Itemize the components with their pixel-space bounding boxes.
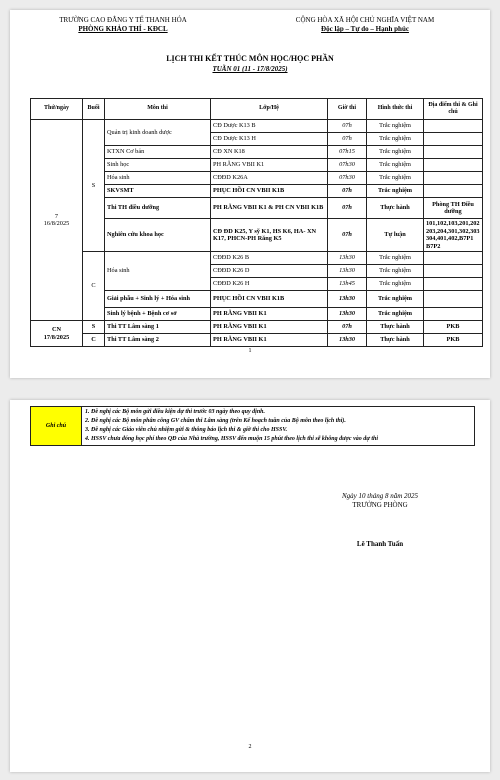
column-header: Hình thức thi [367, 99, 424, 120]
page-number: 2 [248, 744, 252, 750]
place-cell [424, 278, 483, 291]
document-page-2 [10, 400, 490, 772]
class-cell: CĐĐD K26 B [211, 252, 328, 265]
place-cell [424, 252, 483, 265]
subject-cell: Sinh lý bệnh + Bệnh cơ sở [105, 308, 211, 321]
subject-cell: Hóa sinh [105, 172, 211, 185]
table-row [31, 334, 483, 347]
time-cell: 07h30 [328, 159, 367, 172]
form-cell: Trắc nghiệm [367, 252, 424, 265]
subject-cell: Nghiên cứu khoa học [105, 219, 211, 252]
place-cell [424, 291, 483, 308]
class-cell: CĐĐD K26 D [211, 265, 328, 278]
place-cell [424, 265, 483, 278]
subject-cell: Thi TH điều dưỡng [105, 198, 211, 219]
signer-name: Lê Thanh Tuấn [356, 540, 404, 548]
time-cell: 07h30 [328, 172, 367, 185]
subject-cell: Hóa sinh [105, 252, 211, 291]
time-cell: 07h [328, 133, 367, 146]
place-cell: Phòng TH Điều dưỡng [424, 198, 483, 219]
subject-cell: SKVSMT [105, 185, 211, 198]
school-name: TRƯỜNG CAO ĐẲNG Y TẾ THANH HÓA [59, 16, 187, 24]
table-header-row [31, 99, 483, 120]
column-header: Giờ thi [328, 99, 367, 120]
session-cell: C [83, 334, 105, 347]
place-cell [424, 133, 483, 146]
class-cell: CĐ Dược K13 B [211, 120, 328, 133]
form-cell: Trắc nghiệm [367, 278, 424, 291]
column-header: Thứ/ngày [31, 99, 83, 120]
time-cell: 07h15 [328, 146, 367, 159]
place-cell [424, 159, 483, 172]
notes-table [30, 406, 475, 446]
class-cell: PH RĂNG VBII K1 [211, 334, 328, 347]
class-cell: PH RĂNG VBII K1 [211, 159, 328, 172]
document-title: LỊCH THI KẾT THÚC MÔN HỌC/HỌC PHẦN [166, 54, 334, 63]
motto: Độc lập – Tự do – Hạnh phúc [321, 25, 409, 33]
document-subtitle: TUẦN 01 (11 - 17/8/2025) [212, 65, 288, 73]
form-cell: Trắc nghiệm [367, 146, 424, 159]
day-cell [31, 321, 83, 347]
time-cell: 13h30 [328, 334, 367, 347]
subject-cell: Giải phẫu + Sinh lý + Hóa sinh [105, 291, 211, 308]
day-date: 17/8/2025 [43, 333, 70, 341]
class-cell: PH RĂNG VBII K1 & PH CN VBII K1B [211, 198, 328, 219]
time-cell: 07h [328, 120, 367, 133]
class-cell: CĐĐD K26A [211, 172, 328, 185]
note-item: 4. HSSV chưa đóng học phí theo QĐ của Nhà trường, HSSV đến muộn 15 phút theo lịch thi sẽ không được vào dự thi [85, 436, 378, 442]
table-row [31, 252, 483, 265]
day-label: CN [51, 326, 62, 333]
class-cell: PH RĂNG VBII K1 [211, 321, 328, 334]
form-cell: Trắc nghiệm [367, 133, 424, 146]
day-cell [31, 120, 83, 321]
time-cell: 07h [328, 219, 367, 252]
time-cell: 13h30 [328, 265, 367, 278]
place-cell [424, 120, 483, 133]
form-cell: Trắc nghiệm [367, 308, 424, 321]
notes-list [82, 407, 475, 446]
form-cell: Thực hành [367, 198, 424, 219]
time-cell: 13h30 [328, 291, 367, 308]
national-motto-header [250, 16, 480, 34]
form-cell: Tự luận [367, 219, 424, 252]
form-cell: Thực hành [367, 321, 424, 334]
day-label: 7 [54, 212, 59, 220]
time-cell: 07h [328, 185, 367, 198]
signature-role: TRƯỞNG PHÒNG [352, 501, 408, 509]
form-cell: Thực hành [367, 334, 424, 347]
place-cell [424, 172, 483, 185]
class-cell: CĐĐD K26 H [211, 278, 328, 291]
exam-schedule-table [30, 98, 483, 347]
class-cell: CĐ ĐD K25, Y sỹ K1, HS K6, HA- XN K17, PHCN-PH Răng K5 [211, 219, 328, 252]
page-number: 1 [248, 348, 252, 354]
form-cell: Trắc nghiệm [367, 265, 424, 278]
form-cell: Trắc nghiệm [367, 291, 424, 308]
department-name: PHÒNG KHẢO THÍ - KĐCL [78, 25, 168, 33]
place-cell: PKB [424, 334, 483, 347]
place-cell: PKB [424, 321, 483, 334]
subject-cell: Thi TT Lâm sàng 2 [105, 334, 211, 347]
place-cell: 101,102,103,201,202 203,204,301,302,303 304,401,402,B7P1 B7P2 [424, 219, 483, 252]
nation-name: CỘNG HÒA XÃ HỘI CHỦ NGHĨA VIỆT NAM [295, 16, 435, 24]
subject-cell: Sinh học [105, 159, 211, 172]
time-cell: 13h30 [328, 252, 367, 265]
subject-cell: KTXN Cơ bản [105, 146, 211, 159]
place-cell [424, 146, 483, 159]
session-cell: C [83, 252, 105, 321]
signature-date: Ngày 10 tháng 8 năm 2025 [341, 492, 419, 500]
time-cell: 13h45 [328, 278, 367, 291]
notes-label: Ghi chú [31, 407, 82, 446]
form-cell: Trắc nghiệm [367, 172, 424, 185]
place-cell [424, 308, 483, 321]
session-cell: S [83, 321, 105, 334]
class-cell: CĐ Dược K13 H [211, 133, 328, 146]
subject-cell: Quản trị kinh doanh dược [105, 120, 211, 146]
note-item: 2. Đề nghị các Bộ môn phân công GV chấm thi Lâm sàng (trên Kế hoạch tuần của Bộ môn theo lịch thi). [85, 418, 346, 424]
column-header: Buổi [83, 99, 105, 120]
time-cell: 07h [328, 321, 367, 334]
form-cell: Trắc nghiệm [367, 185, 424, 198]
day-date: 16/8/2025 [43, 220, 70, 227]
place-cell [424, 185, 483, 198]
note-item: 1. Đề nghị các Bộ môn gửi điều kiện dự thi trước 03 ngày theo quy định. [85, 409, 266, 415]
column-header: Lớp/Hệ [211, 99, 328, 120]
subject-cell: Thi TT Lâm sàng 1 [105, 321, 211, 334]
form-cell: Trắc nghiệm [367, 120, 424, 133]
time-cell: 13h30 [328, 308, 367, 321]
class-cell: PHỤC HỒI CN VBII K1B [211, 291, 328, 308]
document-page-1 [10, 10, 490, 378]
form-cell: Trắc nghiệm [367, 159, 424, 172]
table-row [31, 120, 483, 133]
time-cell: 07h [328, 198, 367, 219]
organization-header [28, 16, 218, 34]
column-header: Địa điểm thi & Ghi chú [424, 99, 483, 120]
session-cell: S [83, 120, 105, 252]
class-cell: PH RĂNG VBII K1 [211, 308, 328, 321]
table-row [31, 321, 483, 334]
note-item: 3. Đề nghị các Giáo viên chủ nhiệm gửi & thông báo lịch thi & giờ thi cho HSSV. [85, 427, 288, 433]
column-header: Môn thi [105, 99, 211, 120]
class-cell: PHỤC HỒI CN VBII K1B [211, 185, 328, 198]
class-cell: CĐ XN K18 [211, 146, 328, 159]
